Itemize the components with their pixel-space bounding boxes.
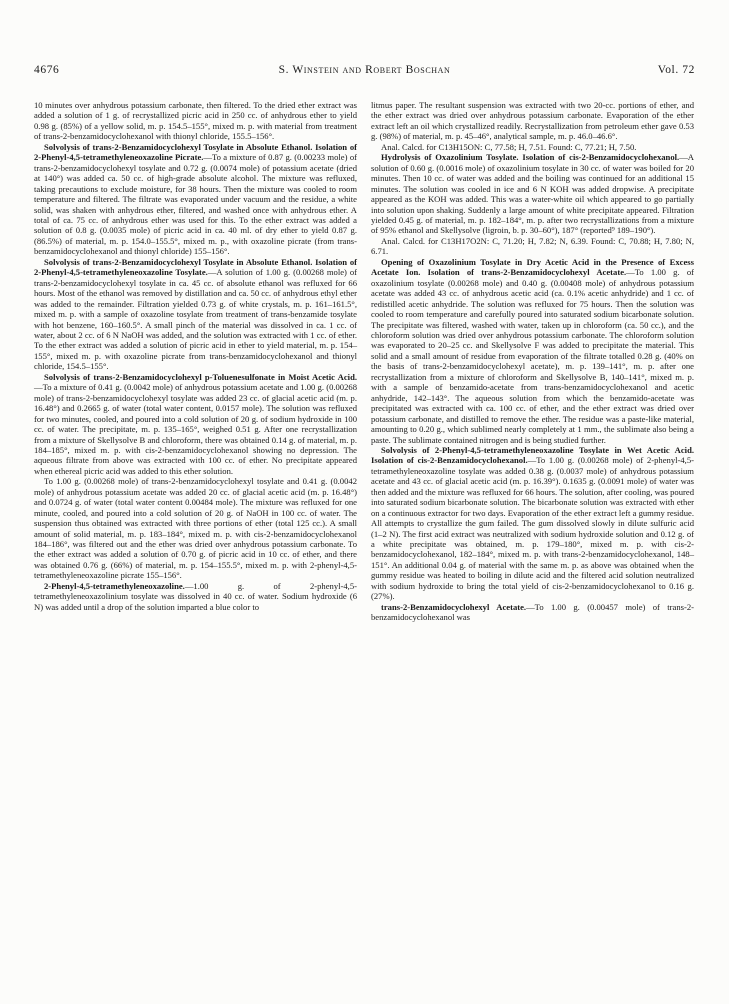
page-number: 4676 <box>34 64 60 76</box>
section-body: —To 1.00 g. (0.00457 mole) of trans-2-benzamidocyclohexanol was <box>371 601 694 623</box>
section-heading: Solvolysis of 2-Phenyl-4,5-tetramethyleneoxazoline Tosylate in Wet Acetic Acid. Isolation of cis-2-Benzamidocyclohexanol. <box>371 444 694 466</box>
two-column-body <box>34 100 695 623</box>
section-paragraph <box>371 445 694 602</box>
running-header <box>34 64 695 78</box>
paragraph-continuation: litmus paper. The resultant suspension was extracted with two 20-cc. portions of ether, and the ether extract was dried over anhydrous potassium carbonate. Evaporation of the ether extract left an oil which crystallized readily. Recrystallization from petroleum ether gave 0.53 g. (98%) of material, m. p. 45–46°, analytical sample, m. p. 46.0–46.6°. <box>371 100 694 142</box>
paragraph-continuation: 10 minutes over anhydrous potassium carbonate, then filtered. To the dried ether extract was added a solution of 1 g. of recrystallized picric acid in 250 cc. of anhydrous ether to yield 0.98 g. (85%) of a yellow solid, m. p. 154.5–155°, mixed m. p. with material from treatment of trans-2-benzamidocyclohexanol with thionyl chloride, 155.5–156°. <box>34 100 357 142</box>
section-heading: Solvolysis of trans-2-Benzamidocyclohexyl p-Toluenesulfonate in Moist Acetic Acid. <box>44 371 357 382</box>
section-body: —A solution of 1.00 g. (0.00268 mole) of trans-2-benzamidocyclohexyl tosylate in ca. 45 cc. of absolute ethanol was refluxed for 66 hours. Most of the ethanol was removed by distillation and ca. 50 cc. of anhydrous ethyl ether was added to the remainder. Filtration yielded 0.73 g. of white crystals, m. p. 161–161.5°, mixed m. p. with a sample of oxazoline tosylate from treatment of trans-benzamide tosylate with hot benzene, 160–160.5°. A small pinch of the material was dissolved in ca. 1 cc. of water, about 2 cc. of 6 N NaOH was added, and the solution was extracted with 1 cc. of ether. To the ether extract was added a solution of picric acid in ether to yield material, m. p. 154–155°, mixed m. p. with oxazoline picrate from trans-benzamidocyclohexanol and thionyl chloride, 154.5–155°. <box>34 267 357 372</box>
section-heading: trans-2-Benzamidocyclohexyl Acetate. <box>381 601 527 612</box>
volume-label: Vol. 72 <box>657 64 695 76</box>
section-paragraph <box>34 257 357 372</box>
section-body: —A solution of 0.60 g. (0.0016 mole) of oxazolinium tosylate in 30 cc. of water was boiled for 20 minutes. Then 10 cc. of water was added and the boiling was continued for an additional 15 minutes. The solution was cooled in ice and 6 N KOH was added dropwise. A precipitate appeared as the KOH was added. This was a water-white oil which appeared to go partially into solution upon shaking. Suddenly a large amount of white precipitate appeared. Filtration yielded 0.45 g. of material, m. p. 182–184°, m. p. after two recrystallizations from a mixture of 95% ethanol and Skellysolve (ligroin, b. p. 30–60°), 187° (reported⁹ 189–190°). <box>371 152 694 236</box>
analysis-line: Anal. Calcd. for C13H17O2N: C, 71.20; H, 7.82; N, 6.39. Found: C, 70.88; H, 7.80; N, 6.71. <box>371 235 694 257</box>
section-body: —To 1.00 g. of oxazolinium tosylate (0.00268 mole) and 0.40 g. (0.00408 mole) of anhydrous potassium acetate was added 43 cc. of anhydrous acetic acid (ca. 0.1% acetic anhydride) and 1 cc. of redistilled acetic anhydride. The solution was refluxed for 75 hours. Then the solution was cooled to room temperature and carefully poured into saturated sodium bicarbonate solution. The precipitate was filtered, washed with water, taken up in chloroform (ca. 50 cc.), and the chloroform solution was dried over anhydrous potassium carbonate. The chloroform solution was evaporated to 20–25 cc. and Skellysolve F was added to precipitate the material. This solid and a small amount of residue from evaporation of the filtrate totalled 0.28 g. (40% on the basis of trans-2-benzamidocyclohexyl acetate), m. p. 139–141°, m. p. after one recrystallization from a mixture of chloroform and Skellysolve B, 140–141°, mixed m. p. with a sample of benzamido-acetate from trans-benzamidocyclohexanol and acetic anhydride, 142–143°. The aqueous solution from which the benzamido-acetate was precipitated was extracted with ca. 100 cc. of ether, and the ether extract was dried over potassium carbonate, and distilled to remove the ether. The residue was a paste-like material, amounting to 0.20 g., which sublimed nearly completely at 1 mm., the sublimate also being a paste. The sublimate contained nitrogen and is being studied further. <box>371 267 694 445</box>
paragraph: To 1.00 g. (0.00268 mole) of trans-2-benzamidocyclohexyl tosylate and 0.41 g. (0.0042 mole) of anhydrous potassium acetate was added 20 cc. of glacial acetic acid (m. p. 16.48°) and 0.0724 g. of water (total water content 0.00484 mole). The mixture was refluxed for one minute, cooled, and poured into a cold solution of 20 g. of NaOH in 100 cc. of water. The suspension thus obtained was extracted with three portions of ether (total 125 cc.). A small amount of solid material, m. p. 183–184°, mixed m. p. with cis-2-benzamidocyclohexanol 184–186°, was filtered out and the ether was dried over anhydrous potassium carbonate. To the ether extract was added a solution of 0.70 g. of picric acid in 10 cc. of ether, and there was obtained 0.76 g. (66%) of material, m. p. 154–155.5°, mixed m. p. with 2-phenyl-4,5-tetramethyleneoxazoline picrate 155–156°. <box>34 476 357 581</box>
section-heading: Opening of Oxazolinium Tosylate in Dry Acetic Acid in the Presence of Excess Acetate Ion. Isolation of trans-2-Benzamidocyclohexyl Acetate. <box>371 256 694 278</box>
section-paragraph <box>371 602 694 623</box>
section-heading: 2-Phenyl-4,5-tetramethyleneoxazoline. <box>44 580 185 591</box>
section-heading: Solvolysis of trans-2-Benzamidocyclohexyl Tosylate in Absolute Ethanol. Isolation of 2-Phenyl-4,5-tetramethyleneoxazoline Tosylate. <box>34 256 357 278</box>
section-heading: Hydrolysis of Oxazolinium Tosylate. Isolation of cis-2-Benzamidocyclohexanol. <box>381 152 680 163</box>
section-body: —To a mixture of 0.87 g. (0.00233 mole) of trans-2-benzamidocyclohexyl tosylate and 0.72 g. (0.0074 mole) of potassium acetate (dried at 140°) was added ca. 50 cc. of high-grade absolute alcohol. The mixture was refluxed, taking precautions to exclude moisture, for 38 hours. Then the mixture was cooled to room temperature and filtered. The filtrate was evaporated under vacuum and the residue, a white solid, was shaken with anhydrous ether, filtered, and washed once with anhydrous ether. A total of ca. 75 cc. of anhydrous ether was used for this. To the ether extract was added a solution of 0.8 g. (0.0035 mole) of picric acid in ca. 40 ml. of dry ether to yield 0.87 g. (86.5%) of material, m. p. 154.0–155.5°, mixed m. p., with oxazoline picrate (from trans-benzamidocyclohexanol and thionyl chloride) 155–156°. <box>34 152 357 257</box>
left-column <box>34 100 357 623</box>
section-body: —1.00 g. of 2-phenyl-4,5-tetramethyleneoxazolinium tosylate was dissolved in 40 cc. of water. Sodium hydroxide (6 N) was added until a drop of the solution imparted a blue color to <box>34 580 357 612</box>
section-heading: Solvolysis of trans-2-Benzamidocyclohexyl Tosylate in Absolute Ethanol. Isolation of 2-Phenyl-4,5-tetramethyleneoxazoline Picrate. <box>34 141 357 163</box>
section-body: —To 1.00 g. (0.00268 mole) of 2-phenyl-4,5-tetramethyleneoxazoline tosylate was added 0.38 g. (0.0037 mole) of anhydrous potassium acetate and 43 cc. of glacial acetic acid (m. p. 16.39°). 0.1635 g. (0.0091 mole) of water was then added and the mixture was refluxed for 66 hours. The solution, after cooling, was poured into saturated sodium bicarbonate solution. The bicarbonate solution was extracted with ether on a continuous extractor for two days. Evaporation of the ether extract left a gummy residue. All attempts to crystallize the gum failed. The gum dissolved slowly in dilute sulfuric acid (1–2 N). The first acid extract was neutralized with sodium hydroxide solution and 0.12 g. of a white precipitate was obtained, m. p. 179–180°, mixed m. p. with cis-2-benzamidocyclohexanol, 182–184°, mixed m. p. with trans-2-benzamidocyclohexanol, 148–151°. An additional 0.04 g. of material with the same m. p. as above was obtained when the gummy residue was heated to boiling in dilute acid and the filtered acid solution neutralized with sodium hydroxide to bring the total yield of cis-2-benzamidocyclohexanol to 0.16 g. (27%). <box>371 455 694 602</box>
analysis-line: Anal. Calcd. for C13H15ON: C, 77.58; H, 7.51. Found: C, 77.21; H, 7.50. <box>381 141 637 152</box>
section-body: —To a mixture of 0.41 g. (0.0042 mole) of anhydrous potassium acetate and 1.00 g. (0.00268 mole) of trans-2-benzamidocyclohexyl tosylate was added 23 cc. of glacial acetic acid (m. p. 16.48°) and 0.2665 g. of water (total water content, 0.0157 mole). The solution was refluxed for two minutes, cooled, and poured into a cold solution of 20 g. of sodium hydroxide in 100 cc. of water. The precipitate, m. p. 135–165°, weighed 0.51 g. After one recrystallization from a mixture of Skellysolve B and chloroform, there was obtained 0.14 g. of material, m. p. 184–185°, mixed m. p. with cis-2-benzamidocyclohexanol showing no depression. The aqueous filtrate from above was extracted with 100 cc. of ether. No precipitate appeared when ethereal picric acid was added to this ether solution. <box>34 382 357 476</box>
section-paragraph <box>371 152 694 236</box>
section-paragraph <box>34 372 357 477</box>
section-paragraph <box>371 257 694 445</box>
section-paragraph <box>34 581 357 612</box>
running-title: S. Winstein and Robert Boschan <box>278 64 451 76</box>
right-column <box>371 100 694 623</box>
section-paragraph <box>34 142 357 257</box>
